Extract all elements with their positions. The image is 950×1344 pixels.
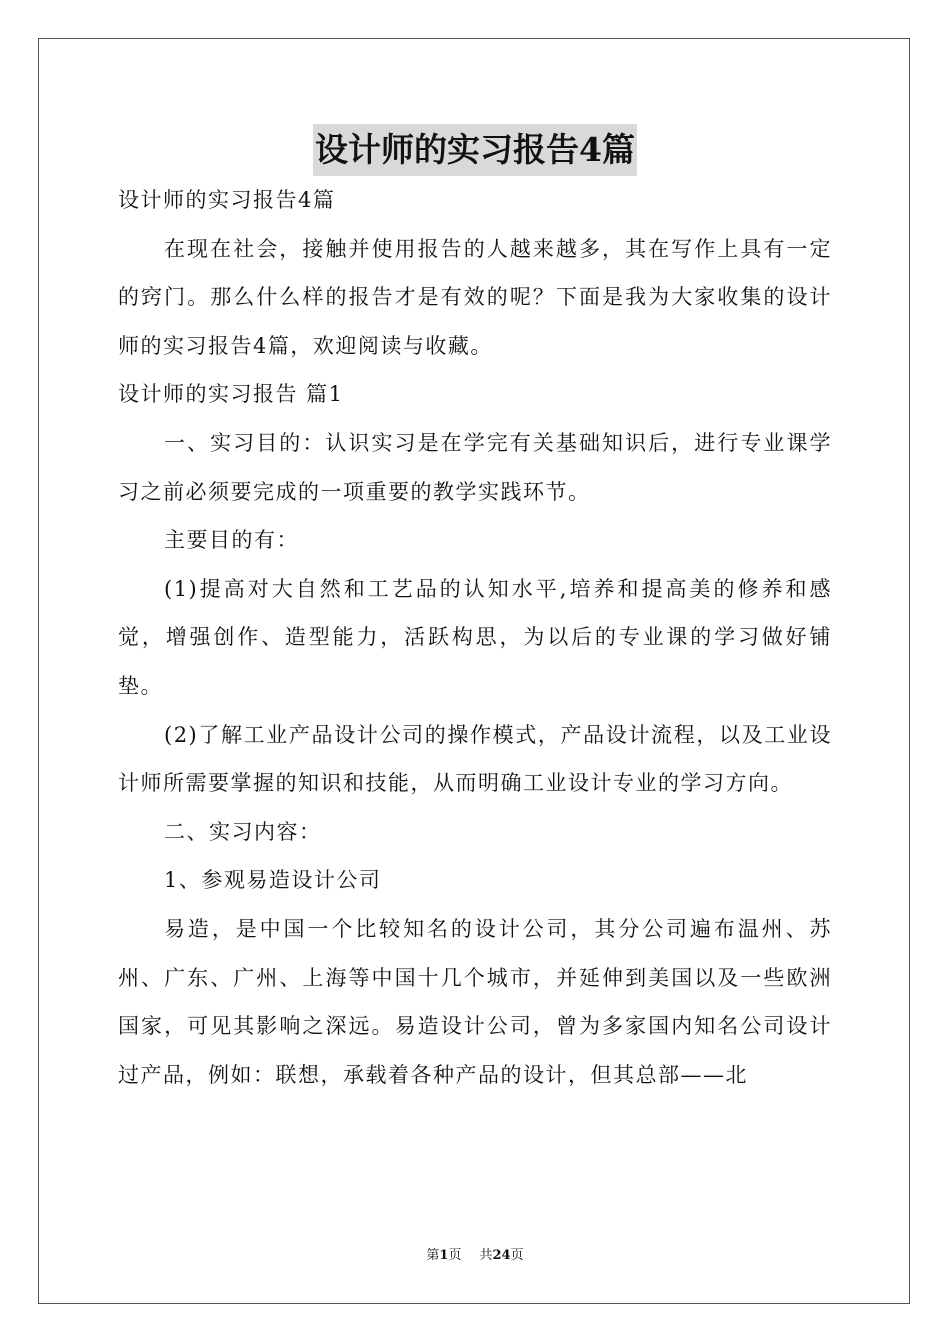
document-title-text: 设计师的实习报告4篇 (313, 124, 637, 176)
paragraph-content-heading: 二、实习内容： (164, 819, 322, 844)
paragraph-purpose: 一、实习目的：认识实习是在学完有关基础知识后，进行专业课学习之前必须要完成的一项重要的教学实践环节。 (118, 430, 832, 504)
paragraph-intro: 在现在社会，接触并使用报告的人越来越多，其在写作上具有一定的窍门。那么什么样的报告才是有效的呢？下面是我为大家收集的设计师的实习报告4篇，欢迎阅读与收藏。 (118, 236, 832, 358)
document-title (0, 124, 950, 176)
paragraph-subtitle: 设计师的实习报告4篇 (118, 188, 336, 212)
total-pages: 共24页 (479, 1248, 524, 1263)
paragraph-goal-1: (1)提高对大自然和工艺品的认知水平,培养和提高美的修养和感觉，增强创作、造型能力，活跃构思，为以后的专业课的学习做好铺垫。 (118, 576, 832, 698)
paragraph-main-goals: 主要目的有： (164, 528, 299, 553)
page-footer (0, 1246, 950, 1266)
paragraph-company: 易造，是中国一个比较知名的设计公司，其分公司遍布温州、苏州、广东、广州、上海等中国十几个城市，并延伸到美国以及一些欧洲国家，可见其影响之深远。易造设计公司，曾为多家国内知名公司设计过产品，例如：联想，承载着各种产品的设计，但其总部——北 (118, 916, 832, 1087)
document-body (118, 176, 832, 1099)
paragraph-visit-heading: 1、参观易造设计公司 (164, 868, 382, 893)
page-number: 第1页 (426, 1248, 462, 1263)
section-heading: 设计师的实习报告 篇1 (118, 382, 344, 407)
paragraph-goal-2: (2)了解工业产品设计公司的操作模式，产品设计流程，以及工业设计师所需要掌握的知识和技能，从而明确工业设计专业的学习方向。 (118, 722, 832, 796)
